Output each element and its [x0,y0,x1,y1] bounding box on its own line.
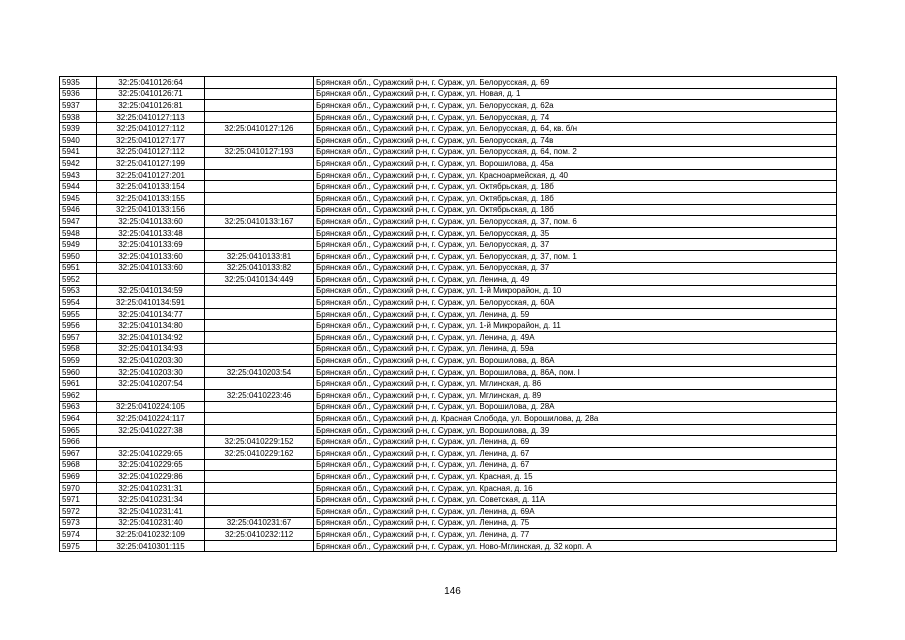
parent-cadastral-cell: 32:25:0410231:41 [97,505,205,517]
address-cell: Брянская обл., Суражский р-н, г. Сураж, ул. Ленина, д. 69А [314,505,837,517]
parent-cadastral-cell: 32:25:0410231:40 [97,517,205,529]
row-number-cell: 5955 [60,308,97,320]
row-number-cell: 5945 [60,192,97,204]
table-row [60,482,837,494]
cadastral-number-cell [205,192,314,204]
cadastral-number-cell: 32:25:0410134:449 [205,274,314,286]
parent-cadastral-cell: 32:25:0410133:60 [97,216,205,228]
table-row [60,158,837,170]
row-number-cell: 5956 [60,320,97,332]
address-cell: Брянская обл., Суражский р-н, г. Сураж, ул. Белорусская, д. 69 [314,77,837,89]
row-number-cell: 5959 [60,355,97,367]
parent-cadastral-cell: 32:25:0410126:71 [97,88,205,100]
table-row [60,378,837,390]
address-cell: Брянская обл., Суражский р-н, г. Сураж, ул. Ворошилова, д. 86А, пом. I [314,366,837,378]
cadastral-number-cell: 32:25:0410223:46 [205,390,314,402]
address-cell: Брянская обл., Суражский р-н, г. Сураж, ул. Белорусская, д. 35 [314,227,837,239]
address-cell: Брянская обл., Суражский р-н, г. Сураж, ул. Белорусская, д. 37 [314,262,837,274]
cadastral-number-cell [205,169,314,181]
cadastral-number-cell [205,88,314,100]
address-cell: Брянская обл., Суражский р-н, г. Сураж, ул. Белорусская, д. 64, кв. б/н [314,123,837,135]
parent-cadastral-cell: 32:25:0410127:201 [97,169,205,181]
address-cell: Брянская обл., Суражский р-н, г. Сураж, ул. 1-й Микрорайон, д. 10 [314,285,837,297]
table-row [60,540,837,552]
address-cell: Брянская обл., Суражский р-н, г. Сураж, ул. Красноармейская, д. 40 [314,169,837,181]
address-cell: Брянская обл., Суражский р-н, г. Сураж, ул. Ворошилова, д. 45а [314,158,837,170]
row-number-cell: 5965 [60,424,97,436]
address-cell: Брянская обл., Суражский р-н, г. Сураж, ул. Ленина, д. 59а [314,343,837,355]
address-cell: Брянская обл., Суражский р-н, г. Сураж, ул. Ленина, д. 75 [314,517,837,529]
parent-cadastral-cell: 32:25:0410229:86 [97,471,205,483]
address-cell: Брянская обл., Суражский р-н, г. Сураж, ул. Белорусская, д. 37, пом. 1 [314,250,837,262]
row-number-cell: 5969 [60,471,97,483]
table-row [60,204,837,216]
registry-table [59,76,837,552]
address-cell: Брянская обл., Суражский р-н, г. Сураж, ул. Ворошилова, д. 86А [314,355,837,367]
parent-cadastral-cell: 32:25:0410126:81 [97,100,205,112]
cadastral-number-cell [205,494,314,506]
parent-cadastral-cell: 32:25:0410126:64 [97,77,205,89]
cadastral-number-cell [205,100,314,112]
row-number-cell: 5958 [60,343,97,355]
address-cell: Брянская обл., Суражский р-н, г. Сураж, ул. Красная, д. 15 [314,471,837,483]
table-row [60,390,837,402]
cadastral-number-cell [205,181,314,193]
parent-cadastral-cell [97,390,205,402]
cadastral-number-cell: 32:25:0410229:162 [205,448,314,460]
address-cell: Брянская обл., Суражский р-н, д. Красная Слобода, ул. Ворошилова, д. 28а [314,413,837,425]
cadastral-number-cell [205,77,314,89]
parent-cadastral-cell: 32:25:0410207:54 [97,378,205,390]
cadastral-number-cell [205,424,314,436]
parent-cadastral-cell: 32:25:0410133:60 [97,250,205,262]
cadastral-number-cell [205,482,314,494]
parent-cadastral-cell: 32:25:0410203:30 [97,355,205,367]
parent-cadastral-cell: 32:25:0410203:30 [97,366,205,378]
table-row [60,413,837,425]
table-row [60,436,837,448]
table-row [60,505,837,517]
parent-cadastral-cell: 32:25:0410134:591 [97,297,205,309]
address-cell: Брянская обл., Суражский р-н, г. Сураж, ул. Ленина, д. 59 [314,308,837,320]
address-cell: Брянская обл., Суражский р-н, г. Сураж, ул. Октябрьская, д. 18б [314,181,837,193]
row-number-cell: 5968 [60,459,97,471]
cadastral-number-cell [205,308,314,320]
table-row [60,111,837,123]
address-cell: Брянская обл., Суражский р-н, г. Сураж, ул. Ленина, д. 49А [314,332,837,344]
cadastral-number-cell [205,540,314,552]
parent-cadastral-cell: 32:25:0410127:113 [97,111,205,123]
table-row [60,343,837,355]
address-cell: Брянская обл., Суражский р-н, г. Сураж, ул. Белорусская, д. 37 [314,239,837,251]
address-cell: Брянская обл., Суражский р-н, г. Сураж, ул. Новая, д. 1 [314,88,837,100]
cadastral-number-cell [205,239,314,251]
row-number-cell: 5953 [60,285,97,297]
table-row [60,274,837,286]
row-number-cell: 5943 [60,169,97,181]
row-number-cell: 5975 [60,540,97,552]
parent-cadastral-cell: 32:25:0410229:65 [97,459,205,471]
row-number-cell: 5935 [60,77,97,89]
row-number-cell: 5950 [60,250,97,262]
parent-cadastral-cell: 32:25:0410224:105 [97,401,205,413]
cadastral-number-cell [205,355,314,367]
table-row [60,262,837,274]
table-row [60,100,837,112]
cadastral-number-cell [205,134,314,146]
address-cell: Брянская обл., Суражский р-н, г. Сураж, ул. Октябрьская, д. 18б [314,192,837,204]
cadastral-number-cell: 32:25:0410203:54 [205,366,314,378]
row-number-cell: 5940 [60,134,97,146]
cadastral-number-cell: 32:25:0410229:152 [205,436,314,448]
cadastral-number-cell: 32:25:0410231:67 [205,517,314,529]
row-number-cell: 5948 [60,227,97,239]
cadastral-number-cell [205,343,314,355]
cadastral-number-cell [205,204,314,216]
parent-cadastral-cell: 32:25:0410133:69 [97,239,205,251]
row-number-cell: 5949 [60,239,97,251]
table-row [60,216,837,228]
row-number-cell: 5974 [60,529,97,541]
row-number-cell: 5960 [60,366,97,378]
table-row [60,459,837,471]
address-cell: Брянская обл., Суражский р-н, г. Сураж, ул. Ленина, д. 49 [314,274,837,286]
address-cell: Брянская обл., Суражский р-н, г. Сураж, ул. Ленина, д. 67 [314,448,837,460]
parent-cadastral-cell: 32:25:0410231:31 [97,482,205,494]
table-row [60,320,837,332]
row-number-cell: 5962 [60,390,97,402]
row-number-cell: 5939 [60,123,97,135]
address-cell: Брянская обл., Суражский р-н, г. Сураж, ул. Красная, д. 16 [314,482,837,494]
address-cell: Брянская обл., Суражский р-н, г. Сураж, ул. Белорусская, д. 62а [314,100,837,112]
parent-cadastral-cell: 32:25:0410127:112 [97,146,205,158]
parent-cadastral-cell: 32:25:0410301:115 [97,540,205,552]
address-cell: Брянская обл., Суражский р-н, г. Сураж, ул. Ленина, д. 67 [314,459,837,471]
table-row [60,355,837,367]
cadastral-number-cell [205,158,314,170]
cadastral-number-cell [205,111,314,123]
address-cell: Брянская обл., Суражский р-н, г. Сураж, ул. Белорусская, д. 74в [314,134,837,146]
table-row [60,77,837,89]
cadastral-number-cell: 32:25:0410232:112 [205,529,314,541]
row-number-cell: 5937 [60,100,97,112]
parent-cadastral-cell: 32:25:0410232:109 [97,529,205,541]
address-cell: Брянская обл., Суражский р-н, г. Сураж, ул. Мглинская, д. 86 [314,378,837,390]
table-row [60,169,837,181]
parent-cadastral-cell [97,274,205,286]
row-number-cell: 5944 [60,181,97,193]
table-row [60,88,837,100]
cadastral-number-cell [205,332,314,344]
table-row [60,448,837,460]
parent-cadastral-cell: 32:25:0410127:177 [97,134,205,146]
cadastral-number-cell: 32:25:0410127:126 [205,123,314,135]
table-row [60,471,837,483]
address-cell: Брянская обл., Суражский р-н, г. Сураж, ул. Ленина, д. 77 [314,529,837,541]
parent-cadastral-cell: 32:25:0410134:92 [97,332,205,344]
address-cell: Брянская обл., Суражский р-н, г. Сураж, ул. Ворошилова, д. 39 [314,424,837,436]
parent-cadastral-cell: 32:25:0410127:112 [97,123,205,135]
cadastral-number-cell [205,227,314,239]
table-row [60,250,837,262]
parent-cadastral-cell: 32:25:0410127:199 [97,158,205,170]
table-row [60,366,837,378]
row-number-cell: 5951 [60,262,97,274]
cadastral-number-cell [205,297,314,309]
cadastral-number-cell [205,378,314,390]
table-row [60,192,837,204]
parent-cadastral-cell: 32:25:0410133:155 [97,192,205,204]
table-row [60,239,837,251]
row-number-cell: 5954 [60,297,97,309]
table-row [60,134,837,146]
address-cell: Брянская обл., Суражский р-н, г. Сураж, ул. Советская, д. 11А [314,494,837,506]
cadastral-number-cell: 32:25:0410133:82 [205,262,314,274]
table-row [60,146,837,158]
cadastral-number-cell [205,285,314,297]
table-row [60,494,837,506]
cadastral-number-cell [205,413,314,425]
parent-cadastral-cell: 32:25:0410231:34 [97,494,205,506]
table-row [60,424,837,436]
row-number-cell: 5967 [60,448,97,460]
cadastral-number-cell: 32:25:0410133:81 [205,250,314,262]
row-number-cell: 5970 [60,482,97,494]
cadastral-number-cell [205,401,314,413]
table-row [60,332,837,344]
table-row [60,227,837,239]
table-row [60,308,837,320]
row-number-cell: 5942 [60,158,97,170]
table-row [60,297,837,309]
table-row [60,181,837,193]
parent-cadastral-cell: 32:25:0410229:65 [97,448,205,460]
row-number-cell: 5946 [60,204,97,216]
address-cell: Брянская обл., Суражский р-н, г. Сураж, ул. Белорусская, д. 74 [314,111,837,123]
parent-cadastral-cell: 32:25:0410134:77 [97,308,205,320]
table-row [60,123,837,135]
row-number-cell: 5963 [60,401,97,413]
parent-cadastral-cell: 32:25:0410227:38 [97,424,205,436]
address-cell: Брянская обл., Суражский р-н, г. Сураж, ул. Белорусская, д. 64, пом. 2 [314,146,837,158]
table-row [60,529,837,541]
table-row [60,517,837,529]
cadastral-number-cell [205,505,314,517]
address-cell: Брянская обл., Суражский р-н, г. Сураж, ул. Ново-Мглинская, д. 32 корп. А [314,540,837,552]
row-number-cell: 5947 [60,216,97,228]
table-row [60,401,837,413]
row-number-cell: 5966 [60,436,97,448]
cadastral-number-cell [205,459,314,471]
address-cell: Брянская обл., Суражский р-н, г. Сураж, ул. Ворошилова, д. 28А [314,401,837,413]
row-number-cell: 5952 [60,274,97,286]
row-number-cell: 5973 [60,517,97,529]
address-cell: Брянская обл., Суражский р-н, г. Сураж, ул. 1-й Микрорайон, д. 11 [314,320,837,332]
cadastral-number-cell [205,320,314,332]
parent-cadastral-cell: 32:25:0410224:117 [97,413,205,425]
row-number-cell: 5964 [60,413,97,425]
row-number-cell: 5938 [60,111,97,123]
parent-cadastral-cell: 32:25:0410133:154 [97,181,205,193]
row-number-cell: 5941 [60,146,97,158]
address-cell: Брянская обл., Суражский р-н, г. Сураж, ул. Белорусская, д. 60А [314,297,837,309]
row-number-cell: 5936 [60,88,97,100]
parent-cadastral-cell: 32:25:0410133:60 [97,262,205,274]
address-cell: Брянская обл., Суражский р-н, г. Сураж, ул. Белорусская, д. 37, пом. 6 [314,216,837,228]
row-number-cell: 5957 [60,332,97,344]
row-number-cell: 5972 [60,505,97,517]
parent-cadastral-cell: 32:25:0410134:59 [97,285,205,297]
page-number: 146 [444,586,461,597]
row-number-cell: 5961 [60,378,97,390]
address-cell: Брянская обл., Суражский р-н, г. Сураж, ул. Ленина, д. 69 [314,436,837,448]
table-row [60,285,837,297]
table-body [60,77,837,552]
parent-cadastral-cell: 32:25:0410133:156 [97,204,205,216]
cadastral-number-cell: 32:25:0410133:167 [205,216,314,228]
row-number-cell: 5971 [60,494,97,506]
parent-cadastral-cell: 32:25:0410134:93 [97,343,205,355]
cadastral-number-cell: 32:25:0410127:193 [205,146,314,158]
parent-cadastral-cell: 32:25:0410133:48 [97,227,205,239]
address-cell: Брянская обл., Суражский р-н, г. Сураж, ул. Мглинская, д. 89 [314,390,837,402]
parent-cadastral-cell: 32:25:0410134:80 [97,320,205,332]
parent-cadastral-cell [97,436,205,448]
address-cell: Брянская обл., Суражский р-н, г. Сураж, ул. Октябрьская, д. 18б [314,204,837,216]
cadastral-number-cell [205,471,314,483]
